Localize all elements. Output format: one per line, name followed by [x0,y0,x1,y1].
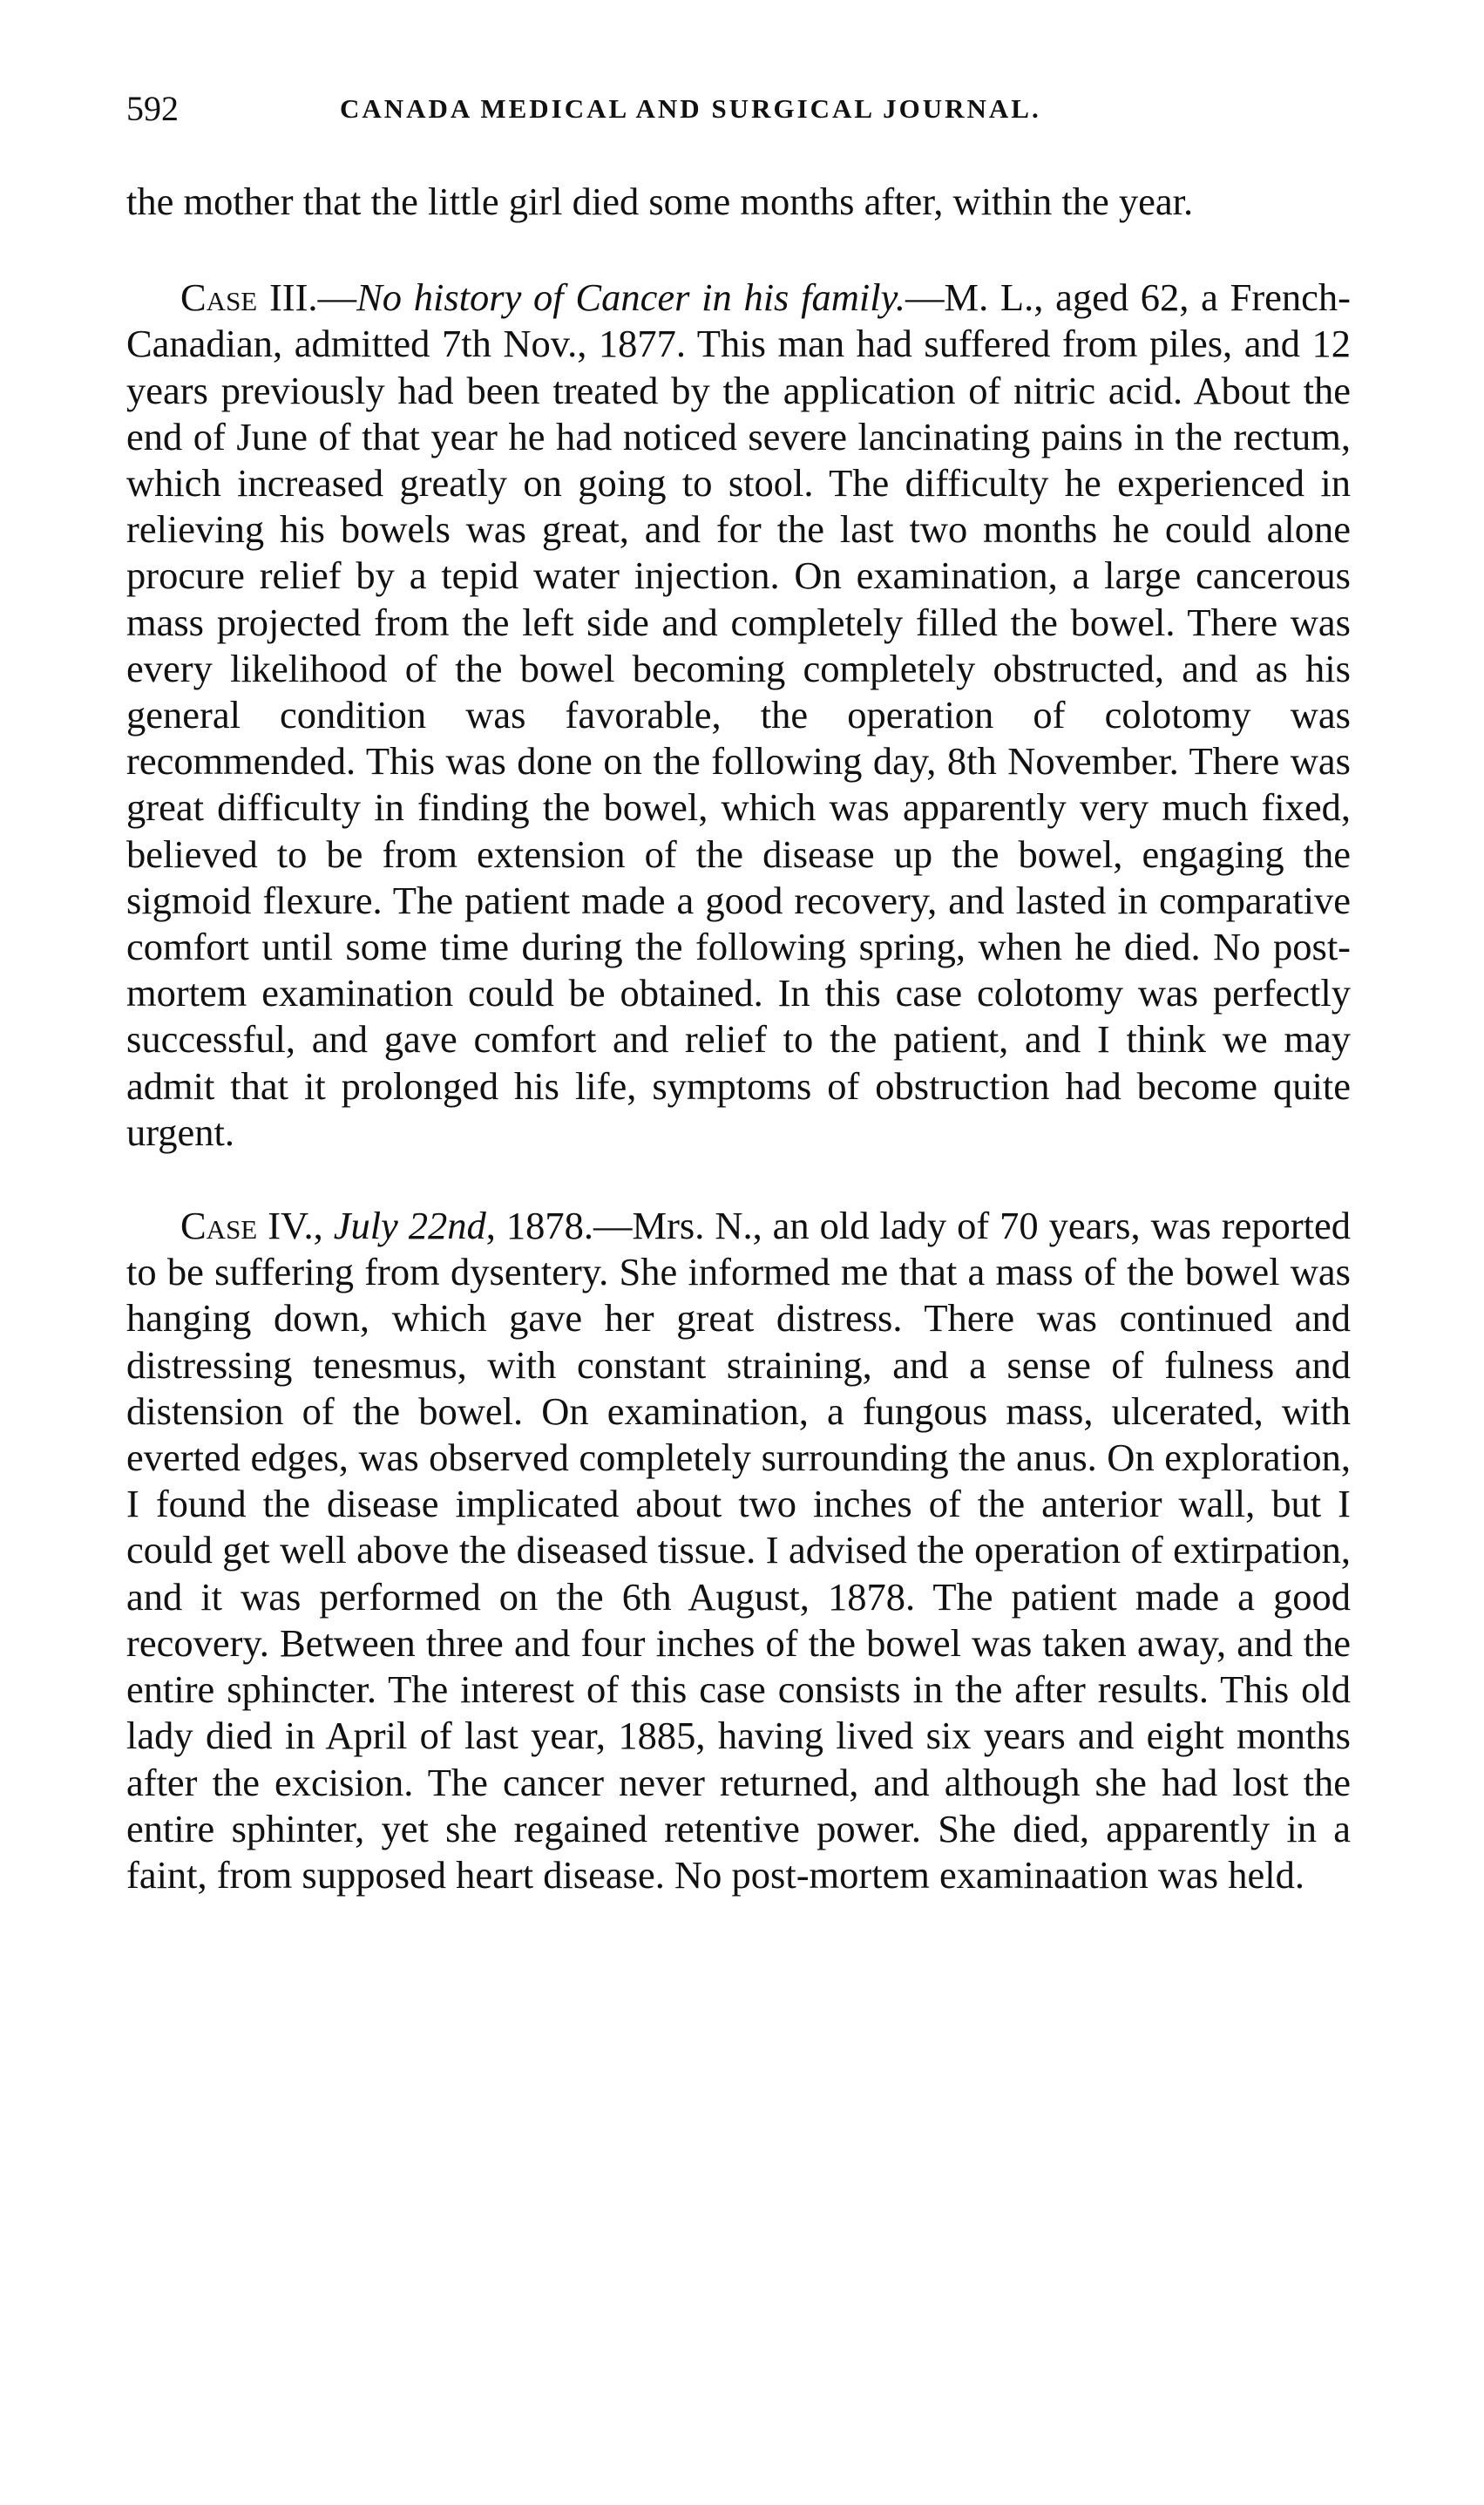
case-four-text: Mrs. N., an old lady of 70 years, was reported to be suffering from dysentery. She informed me that a mass of the bowel was hanging down, which gave her great distress. There was continued and distressing tenesmus, with constant straining, and a sense of fulness and distension of the bowel. On examination, a fungous mass, ulcerated, with everted edges, was observed completely surrounding the anus. On exploration, I found the disease implicated about two inches of the anterior wall, but I could get well above the diseased tissue. I advised the operation of extirpation, and it was performed on the 6th August, 1878. The patient made a good recovery. Between three and four inches of the bowel was taken away, and the entire sphincter. The interest of this case consists in the after results. This old lady died in April of last year, 1885, having lived six years and eight months after the excision. The cancer never returned, and although she had lost the entire sphinter, yet she regained retentive power. She died, apparently in a faint, from supposed heart disease. No post-mortem examinaation was held. [126,1204,1352,1897]
case-four-paragraph [126,1203,1351,1898]
case-three-paragraph [126,275,1351,1156]
journal-page [126,83,1351,1898]
journal-title: CANADA MEDICAL AND SURGICAL JOURNAL. [340,93,1041,124]
continued-paragraph: the mother that the little girl died some months after, within the year. [126,180,1194,223]
case-three-separator: — [317,275,357,320]
case-four-label: Case IV. [180,1204,314,1248]
case-four-separator: , [313,1204,334,1248]
case-four-date: July 22nd [333,1204,486,1248]
running-head [126,83,1351,135]
case-three-text: M. L., aged 62, a French-Canadian, admitted 7th Nov., 1877. This man had suffered from piles, and 12 years previously had been treated by the application of nitric acid. About the end of June of that year he had noticed severe lancinating pains in the rectum, which increased greatly on going to stool. The difficulty he experienced in relieving his bowels was great, and for the last two months he could alone procure relief by a tepid water injection. On examination, a large cancerous mass projected from the left side and completely filled the bowel. There was every likelihood of the bowel becoming completely obstructed, and as his general condition was favorable, the operation of colotomy was recommended. This was done on the following day, 8th November. There was great difficulty in finding the bowel, which was apparently very much fixed, believed to be from extension of the disease up the bowel, engaging the sigmoid flexure. The patient made a good recovery, and lasted in comparative comfort until some time during the following spring, when he died. No post-mortem examination could be obtained. In this case colotomy was perfectly successful, and gave comfort and relief to the patient, and I think we may admit that it prolonged his life, symptoms of obstruction had become quite urgent. [126,275,1351,1154]
case-three-separator-2: — [905,275,945,320]
case-three-title: No history of Cancer in his family. [356,275,905,320]
case-four-separator-2: — [593,1204,633,1248]
case-four-year: , 1878. [485,1204,594,1248]
case-three-label: Case III. [180,275,318,320]
page-number: 592 [126,89,179,128]
